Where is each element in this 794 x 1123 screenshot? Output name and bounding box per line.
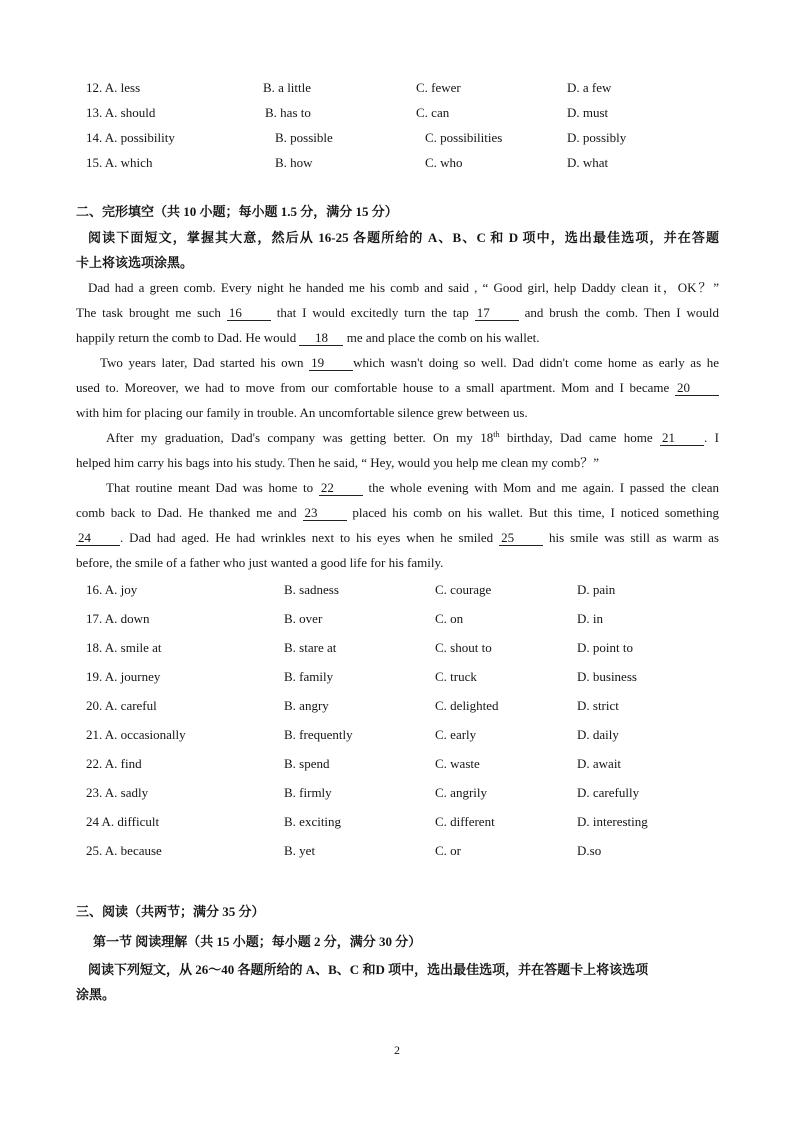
section3-instruction-line1: 阅读下列短文，从 26～40 各题所给的 A、B、C 和D 项中，选出最佳选项，并在答题卡上将该选项	[88, 962, 649, 977]
passage-line	[76, 404, 528, 422]
option-12-a: 12. A. less	[86, 80, 141, 95]
option-14-a: 14. A. possibility	[86, 130, 175, 145]
option-22-c: C. waste	[435, 756, 480, 771]
option-25-c: C. or	[435, 843, 461, 858]
option-17-d: D. in	[577, 611, 603, 626]
passage-text: and brush the comb. Then I would	[518, 305, 719, 320]
passage-text: That routine meant Dad was home to	[106, 480, 319, 495]
passage-text: which wasn't doing so well. Dad didn't come home as early as he	[353, 355, 719, 370]
passage-line	[76, 554, 443, 572]
passage-text: After my graduation, Dad's company was getting better. On my 18	[106, 430, 494, 445]
option-19-d: D. business	[577, 669, 637, 684]
option-19-a: 19. A. journey	[86, 669, 161, 684]
option-14-d: D. possibly	[567, 130, 627, 145]
passage-text: happily return the comb to Dad. He would	[76, 330, 300, 345]
option-13-a: 13. A. should	[86, 105, 156, 120]
section3-part1-heading: 第一节 阅读理解（共 15 小题；每小题 2 分，满分 30 分）	[93, 934, 422, 949]
option-12-d: D. a few	[567, 80, 612, 95]
passage-text: before, the smile of a father who just wanted a good life for his family.	[76, 555, 444, 570]
passage-line	[76, 504, 719, 522]
option-20-a: 20. A. careful	[86, 698, 157, 713]
blank-20: 20	[675, 380, 719, 396]
blank-22: 22	[319, 480, 363, 496]
option-15-d: D. what	[567, 155, 609, 170]
section3-instruction-line2: 涂黑。	[76, 987, 116, 1002]
passage-text: placed his comb on his wallet. But this time, I noticed something	[346, 505, 720, 520]
passage-line	[106, 479, 719, 497]
option-13-d: D. must	[567, 105, 609, 120]
option-21-a: 21. A. occasionally	[86, 727, 186, 742]
option-22-b: B. spend	[284, 756, 330, 771]
blank-16: 16	[227, 305, 271, 321]
passage-text: Dad had a green comb. Every night he handed me his comb and said , “ Good girl, help Daddy clean it，OK？”	[88, 280, 719, 295]
option-23-a: 23. A. sadly	[86, 785, 149, 800]
passage-text: . I	[704, 430, 719, 445]
option-16-b: B. sadness	[284, 582, 339, 597]
blank-18: 18	[299, 330, 343, 346]
passage-line	[88, 279, 719, 297]
blank-21: 21	[660, 430, 704, 446]
blank-24: 24	[76, 530, 120, 546]
option-17-b: B. over	[284, 611, 323, 626]
passage-text: used to. Moreover, we had to move from our comfortable house to a small apartment. Mom and I became	[76, 380, 675, 395]
option-22-d: D. await	[577, 756, 622, 771]
option-16-c: C. courage	[435, 582, 492, 597]
passage-text: me and place the comb on his wallet.	[343, 330, 540, 345]
option-20-b: B. angry	[284, 698, 329, 713]
passage-line	[76, 454, 599, 472]
blank-25: 25	[499, 530, 543, 546]
option-13-c: C. can	[416, 105, 450, 120]
option-24-d: D. interesting	[577, 814, 648, 829]
passage-text: Two years later, Dad started his own	[100, 355, 310, 370]
option-18-d: D. point to	[577, 640, 633, 655]
blank-19: 19	[309, 355, 353, 371]
option-16-a: 16. A. joy	[86, 582, 138, 597]
option-25-d: D.so	[577, 843, 602, 858]
page-number: 2	[394, 1043, 400, 1057]
option-12-b: B. a little	[263, 80, 312, 95]
passage-text: . Dad had aged. He had wrinkles next to his eyes when he smiled	[120, 530, 500, 545]
option-18-c: C. shout to	[435, 640, 492, 655]
section2-heading: 二、完形填空（共 10 小题；每小题 1.5 分，满分 15 分）	[76, 204, 398, 219]
passage-text: birthday, Dad came home	[499, 430, 661, 445]
passage-line	[76, 329, 540, 347]
option-17-a: 17. A. down	[86, 611, 150, 626]
section3-heading: 三、阅读（共两节；满分 35 分）	[76, 904, 265, 919]
option-15-c: C. who	[425, 155, 463, 170]
option-23-d: D. carefully	[577, 785, 640, 800]
option-21-b: B. frequently	[284, 727, 353, 742]
blank-17: 17	[475, 305, 519, 321]
passage-text: that I would excitedly turn the tap	[270, 305, 475, 320]
option-20-c: C. delighted	[435, 698, 499, 713]
passage-text: The task brought me such	[76, 305, 227, 320]
passage-text: the whole evening with Mom and me again. I passed the clean	[362, 480, 720, 495]
option-14-c: C. possibilities	[425, 130, 503, 145]
option-17-c: C. on	[435, 611, 464, 626]
passage-line	[76, 529, 719, 547]
option-21-c: C. early	[435, 727, 477, 742]
passage-line	[106, 429, 719, 447]
option-24-a: 24 A. difficult	[86, 814, 160, 829]
option-18-a: 18. A. smile at	[86, 640, 162, 655]
passage-line	[100, 354, 719, 372]
option-18-b: B. stare at	[284, 640, 337, 655]
option-15-b: B. how	[275, 155, 313, 170]
option-24-b: B. exciting	[284, 814, 342, 829]
option-25-b: B. yet	[284, 843, 316, 858]
passage-text: with him for placing our family in trouble. An uncomfortable silence grew between us.	[76, 405, 528, 420]
option-12-c: C. fewer	[416, 80, 461, 95]
option-21-d: D. daily	[577, 727, 619, 742]
passage-line	[76, 304, 719, 322]
option-19-b: B. family	[284, 669, 334, 684]
superscript-text: th	[493, 430, 500, 439]
passage-line	[76, 379, 719, 397]
option-15-a: 15. A. which	[86, 155, 153, 170]
option-23-c: C. angrily	[435, 785, 487, 800]
section2-instruction-line2: 卡上将该选项涂黑。	[76, 255, 194, 270]
passage-text: his smile was still as warm as	[543, 530, 719, 545]
option-14-b: B. possible	[275, 130, 333, 145]
option-13-b: B. has to	[265, 105, 311, 120]
option-16-d: D. pain	[577, 582, 616, 597]
section2-instruction-line1: 阅读下面短文，掌握其大意，然后从 16-25 各题所给的 A、B、C 和 D 项中，选出最佳选项，并在答题	[88, 230, 719, 245]
option-22-a: 22. A. find	[86, 756, 142, 771]
option-19-c: C. truck	[435, 669, 477, 684]
option-25-a: 25. A. because	[86, 843, 162, 858]
passage-text: comb back to Dad. He thanked me and	[76, 505, 303, 520]
option-20-d: D. strict	[577, 698, 619, 713]
option-24-c: C. different	[435, 814, 495, 829]
blank-23: 23	[303, 505, 347, 521]
passage-text: helped him carry his bags into his study. Then he said, “ Hey, would you help me clean my comb？”	[76, 455, 600, 470]
option-23-b: B. firmly	[284, 785, 332, 800]
